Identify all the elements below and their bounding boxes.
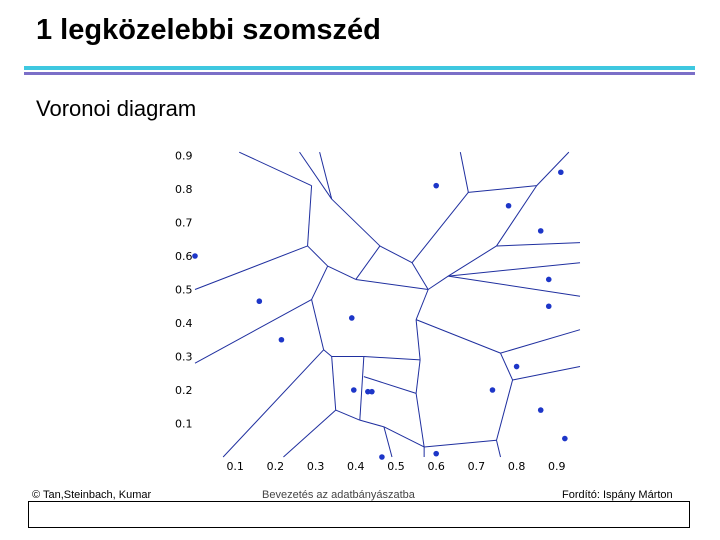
voronoi-edge [416,393,424,447]
voronoi-edge [501,330,580,353]
y-tick-label: 0.4 [175,317,193,330]
data-point [369,389,375,395]
voronoi-edges [195,152,580,457]
voronoi-edge [332,357,336,411]
voronoi-edge [468,186,536,193]
voronoi-edge [497,380,513,440]
voronoi-edge [360,420,384,427]
x-tick-label: 0.9 [548,460,566,473]
y-tick-label: 0.6 [175,250,193,263]
voronoi-edge [497,186,537,246]
voronoi-edge [356,246,380,280]
x-tick-label: 0.4 [347,460,365,473]
voronoi-edge [497,440,501,457]
data-point [490,387,496,393]
data-point [349,315,355,321]
voronoi-edge [416,320,500,354]
voronoi-edge [501,353,513,380]
voronoi-edge [283,410,335,457]
axis-ticks [175,150,566,474]
voronoi-edge [424,440,496,447]
x-tick-label: 0.8 [507,460,526,473]
voronoi-edge [460,152,468,192]
voronoi-edge [384,427,392,457]
voronoi-edge [513,367,580,380]
y-tick-label: 0.7 [175,216,193,230]
footer-course: Bevezetés az adatbányászatba [262,489,415,501]
voronoi-edge [384,427,424,447]
data-point [538,407,544,413]
voronoi-edge [300,152,332,199]
slide-subtitle: Voronoi diagram [36,96,197,121]
voronoi-edge [416,360,420,394]
x-tick-label: 0.6 [427,460,445,473]
voronoi-edge [308,186,312,246]
voronoi-edge [356,279,428,289]
footer-copyright: © Tan,Steinbach, Kumar [32,489,152,501]
x-tick-label: 0.5 [387,460,405,473]
y-tick-label: 0.2 [175,384,193,397]
voronoi-edge [416,320,420,360]
data-points [192,169,567,459]
voronoi-edge [380,246,412,263]
voronoi-edge [195,246,308,290]
voronoi-edge [360,357,364,421]
data-point [192,253,198,259]
x-tick-label: 0.2 [266,460,285,473]
data-point [506,203,512,209]
voronoi-edge [448,276,580,296]
y-tick-label: 0.8 [175,183,193,196]
y-tick-label: 0.1 [175,417,193,431]
data-point [433,451,439,457]
voronoi-edge [320,152,332,199]
voronoi-edge [416,290,428,320]
voronoi-edge [537,152,569,186]
data-point [257,298,263,304]
voronoi-edge [312,300,324,350]
y-tick-label: 0.9 [175,149,193,163]
x-tick-label: 0.7 [467,460,486,473]
data-point [351,387,357,393]
data-point [433,183,439,189]
voronoi-edge [239,152,311,186]
slide-title: 1 legközelebbi szomszéd [36,14,381,46]
y-tick-label: 0.5 [175,283,193,297]
footer-bar [28,501,690,528]
voronoi-edge [497,243,581,246]
voronoi-edge [412,192,468,262]
voronoi-edge [312,266,328,300]
voronoi-edge [336,410,360,420]
data-point [379,454,385,460]
x-tick-label: 0.3 [306,460,325,473]
voronoi-edge [328,266,356,279]
data-point [538,228,544,234]
voronoi-edge [428,276,448,289]
voronoi-edge [412,263,428,290]
voronoi-edge [448,263,580,276]
data-point [546,303,552,309]
data-point [279,337,285,343]
footer-translator: Fordító: Ispány Márton [562,489,673,501]
data-point [546,277,552,283]
y-tick-label: 0.3 [175,350,193,364]
voronoi-edge [332,199,380,246]
voronoi-edge [195,300,312,364]
voronoi-edge [308,246,328,266]
voronoi-edge [364,357,420,360]
x-tick-label: 0.1 [226,460,244,473]
data-point [514,364,520,370]
voronoi-edge [223,350,324,457]
data-point [562,436,568,442]
data-point [558,169,564,175]
voronoi-edge [324,350,332,357]
